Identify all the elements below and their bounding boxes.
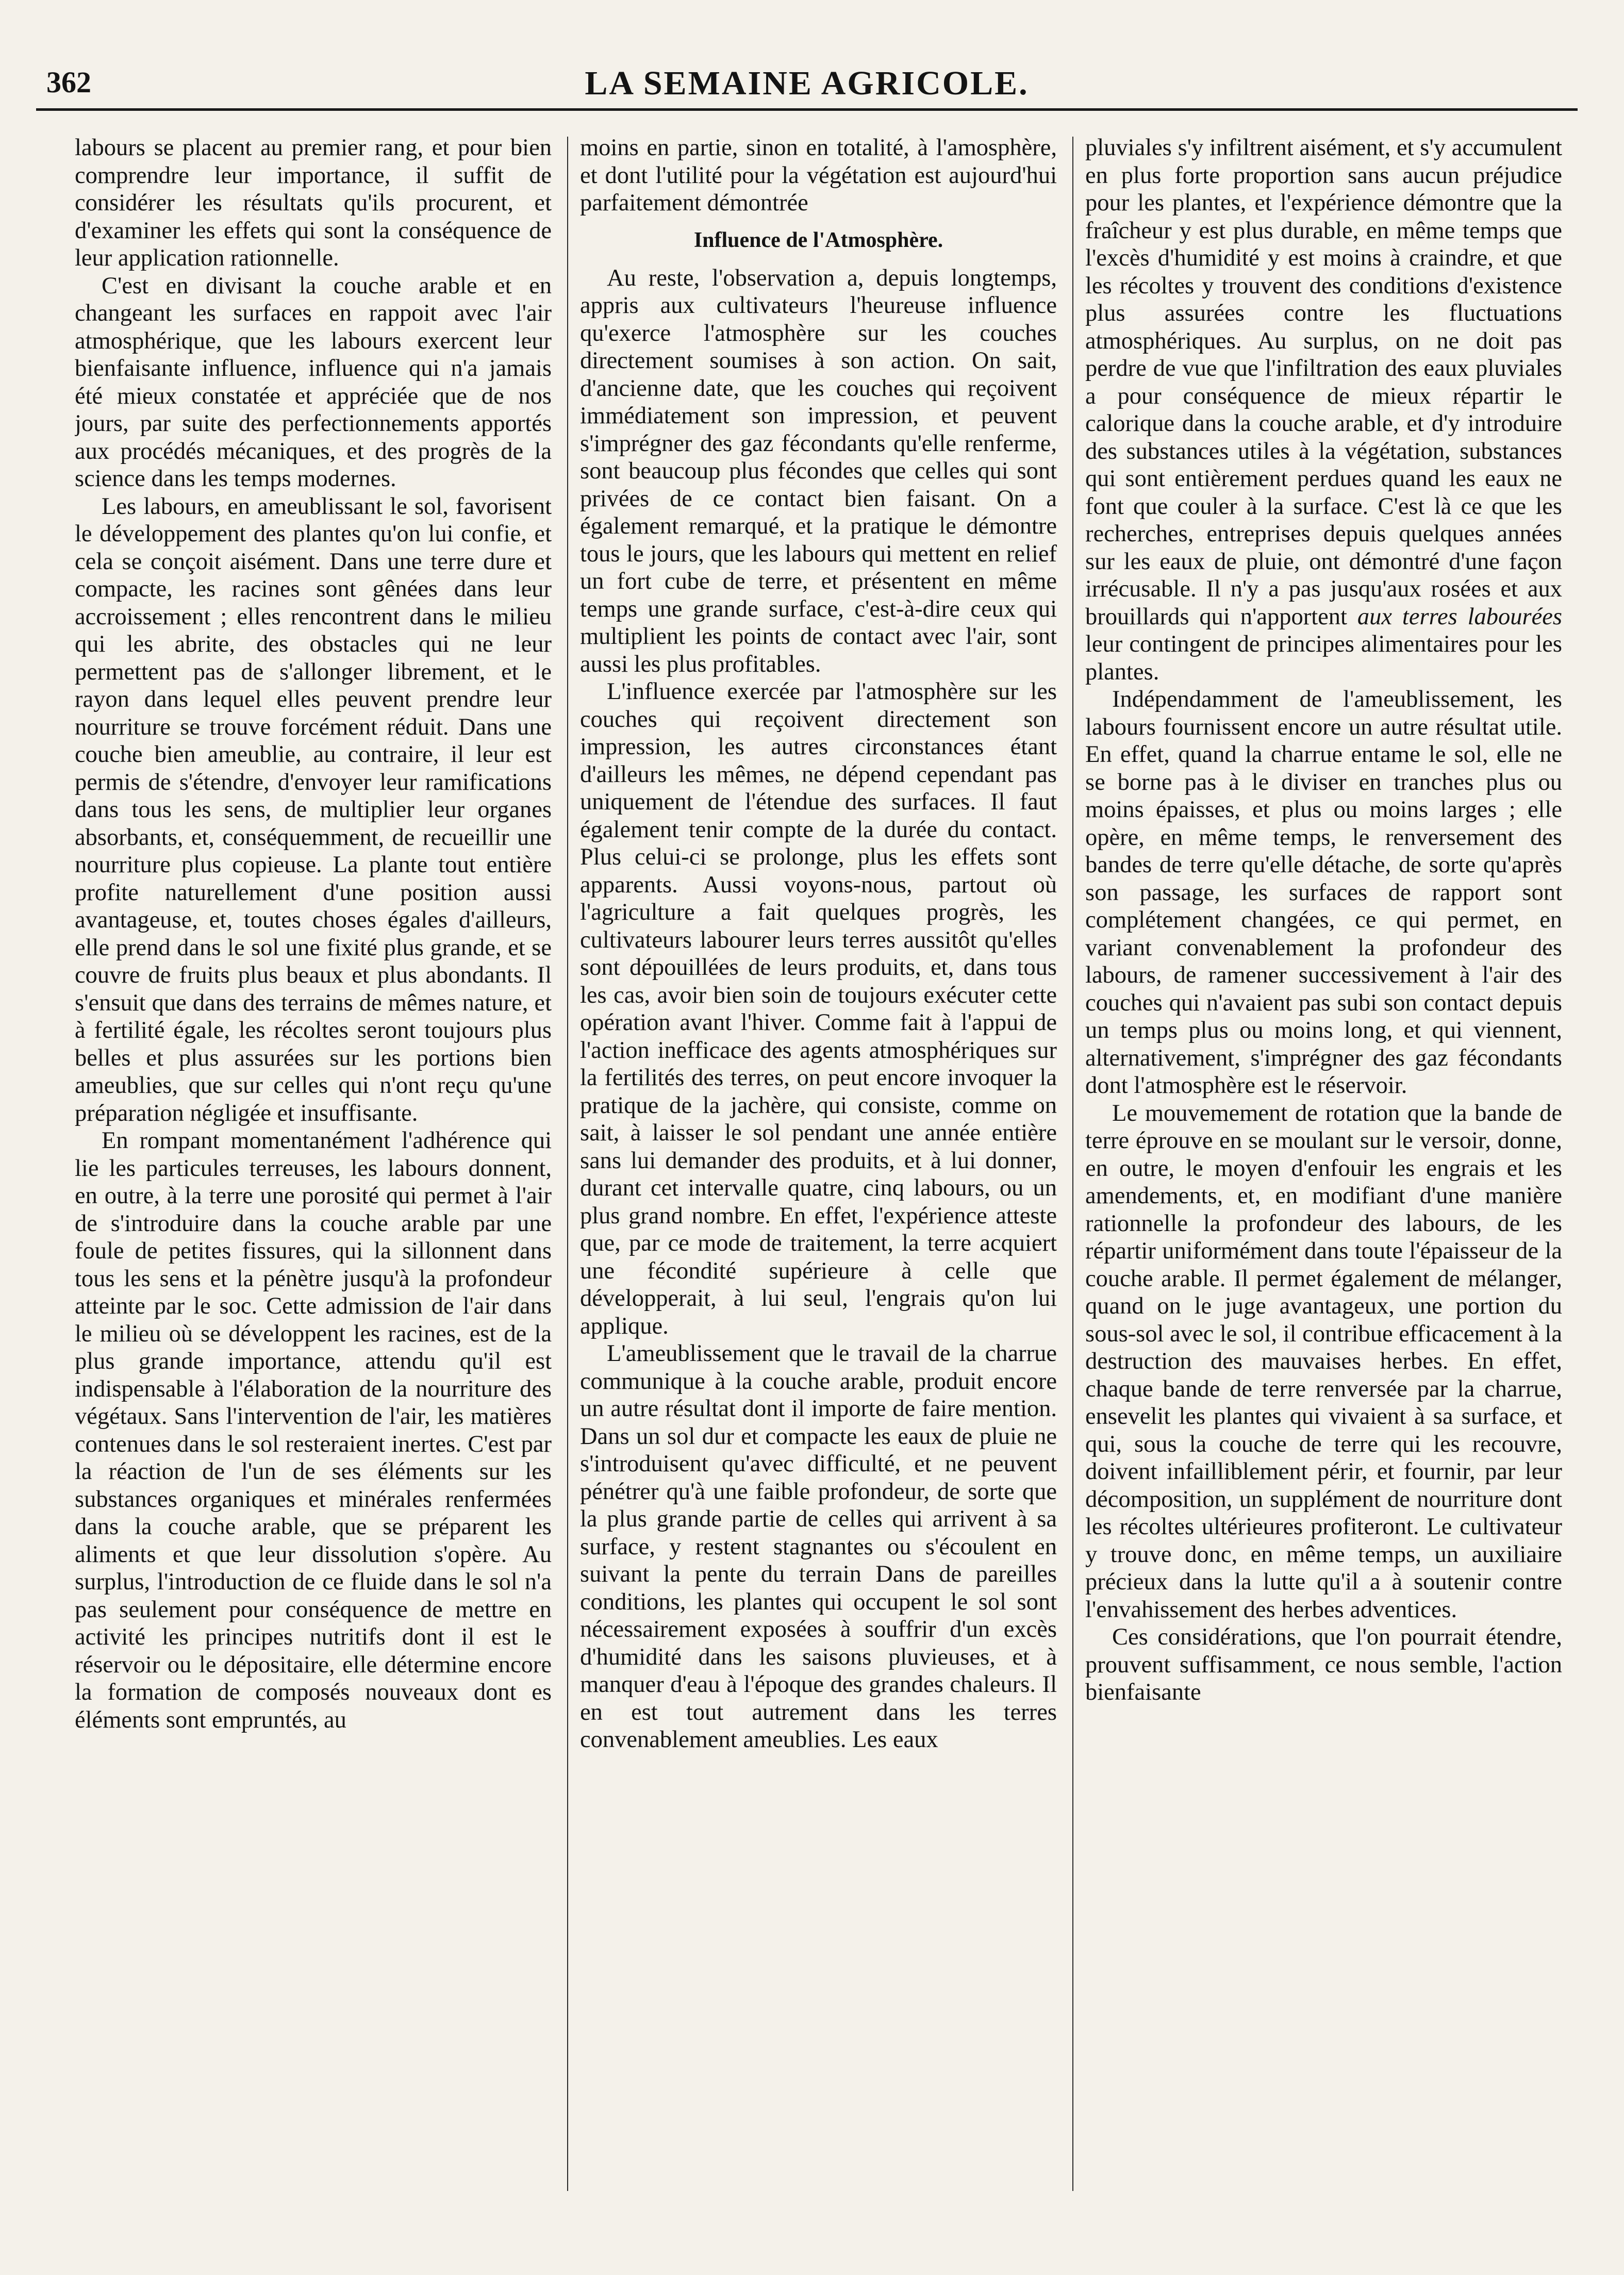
- italic-phrase: aux terres labourées: [1357, 603, 1562, 630]
- paragraph: moins en partie, sinon en totalité, à l'amosphère, et dont l'utilité pour la végétation est aujourd'hui parfaitement démontrée: [580, 135, 1057, 216]
- paragraph: Le mouvemement de rotation que la bande de terre éprouve en se moulant sur le versoir, donne, en outre, le moyen d'enfouir les engrais et les amendements, et, en modifiant d'une manière rationnelle la profondeur des labours, de les répartir uniformément dans toute l'épaisseur de la couche arable. Il permet également de mélanger, quand on le juge avantageux, une portion du sous-sol avec le sol, il contribue efficacement à la destruction des mauvaises herbes. En effet, chaque bande de terre renversée par la charrue, ensevelit les plantes qui vivaient à sa surface, et qui, sous la couche de terre qui les recouvre, doivent infailliblement périr, et fournir, par leur décomposition, un supplément de nourriture dont les récoltes ultérieures profiteront. Le cultivateur y trouve donc, en même temps, un auxiliaire précieux dans la lutte qu'il a à soutenir contre l'envahissement des herbes adventices.: [1085, 1100, 1562, 1623]
- paragraph: labours se placent au premier rang, et pour bien comprendre leur importance, il suffit de considérer les résultats qu'ils procurent, et d'examiner les effets qui sont la conséquence de leur application rationnelle.: [75, 135, 552, 271]
- paragraph: L'ameublissement que le travail de la charrue communique à la couche arable, produit encore un autre résultat dont il importe de faire mention. Dans un sol dur et compacte les eaux de pluie ne s'introduisent qu'avec difficulté, et ne peuvent pénétrer qu'à une faible profondeur, de sorte que la plus grande partie de celles qui arrivent à sa surface, y restent stagnantes ou s'écoulent en suivant la pente du terrain Dans de pareilles conditions, les plantes qui occupent le sol sont nécessairement exposées à souffrir d'un excès d'humidité dans les saisons pluvieuses, et à manquer d'eau à l'époque des grandes chaleurs. Il en est tout autrement dans les terres convenablement ameublies. Les eaux: [580, 1340, 1057, 1753]
- page-header: [36, 62, 1578, 111]
- journal-title: LA SEMAINE AGRICOLE.: [585, 64, 1029, 102]
- paragraph: Les labours, en ameublissant le sol, favorisent le développement des plantes qu'on lui confie, et cela se conçoit aisément. Dans une terre dure et compacte, les racines sont gênées dans leur accroissement ; elles rencontrent dans le milieu qui les abrite, des obstacles qui ne leur permettent pas de s'allonger librement, et le rayon dans lequel elles peuvent prendre leur nourriture se trouve forcément réduit. Dans une couche bien ameublie, au contraire, il leur est permis de s'étendre, d'envoyer leur ramifications dans tous les sens, de multiplier leur organes absorbants, et, conséquemment, de recueillir une nourriture plus copieuse. La plante tout entière profite naturellement d'une position aussi avantageuse, et, toutes choses égales d'ailleurs, elle prend dans le sol une fixité plus grande, et se couvre de fruits plus beaux et plus abondants. Il s'ensuit que dans des terrains de mêmes nature, et à fertilité égale, les récoltes seront toujours plus belles et plus assurées sur les portions bien ameublies, que sur celles qui n'ont reçu qu'une préparation négligée et insuffisante.: [75, 493, 552, 1126]
- paragraph: L'influence exercée par l'atmosphère sur les couches qui reçoivent directement son impression, les autres circonstances étant d'ailleurs les mêmes, ne dépend cependant pas uniquement de l'étendue des surfaces. Il faut également tenir compte de la durée du contact. Plus celui-ci se prolonge, plus les effets sont apparents. Aussi voyons-nous, partout où l'agriculture a fait quelques progrès, les cultivateurs labourer leurs terres aussitôt qu'elles sont dépouillées de leurs produits, et, dans tous les cas, avoir bien soin de toujours exécuter cette opération avant l'hiver. Comme fait à l'appui de l'action inefficace des agents atmosphériques sur la fertilités des terres, on peut encore invoquer la pratique de la jachère, qui consiste, comme on sait, à laisser le sol pendant une année entière sans lui demander des produits, et à lui donner, durant cet intervalle quatre, cinq labours, ou un plus grand nombre. En effet, l'expérience atteste que, par ce mode de traitement, la terre acquiert une fécondité supérieure à celle que développerait, à lui seul, l'engrais qu'on lui applique.: [580, 678, 1057, 1339]
- paragraph: En rompant momentanément l'adhérence qui lie les particules terreuses, les labours donnent, en outre, à la terre une porosité qui permet à l'air de s'introduire dans la couche arable par une foule de petites fissures, qui la sillonnent dans tous les sens et la pénètre jusqu'à la profondeur atteinte par le soc. Cette admission de l'air dans le milieu où se développent les racines, est de la plus grande importance, attendu qu'il est indispensable à l'élaboration de la nourriture des végétaux. Sans l'intervention de l'air, les matières contenues dans le sol resteraient inertes. C'est par la réaction de l'un de ses éléments sur les substances organiques et minérales renfermées dans la couche arable, que se préparent les aliments et que leur dissolution s'opère. Au surplus, l'introduction de ce fluide dans le sol n'a pas seulement pour conséquence de mettre en activité les principes nutritifs dont il est le réservoir ou le dépositaire, elle détermine encore la formation de composés nouveaux dont es éléments sont empruntés, au: [75, 1127, 552, 1733]
- paragraph-text: pluviales s'y infiltrent aisément, et s'y accumulent en plus forte proportion sans aucun préjudice pour les plantes, et l'expérience démontre que la fraîcheur y est plus durable, en même temps que l'excès d'humidité y est moins à craindre, et que les récoltes y trouvent des conditions d'existence plus assurées contre les fluctuations atmosphériques. Au surplus, on ne doit pas perdre de vue que l'infiltration des eaux pluviales a pour conséquence de mieux répartir le calorique dans la couche arable, et d'y introduire des substances utiles à la végétation, substances qui sont entièrement perdues quand les eaux ne font que couler à la surface. C'est là ce que les recherches, entreprises depuis quelques années sur les eaux de pluie, ont démontré d'une façon irrécusable. Il n'y a pas jusqu'aux rosées et aux brouillards qui n'apportent: [1085, 135, 1562, 630]
- text-column-1: [75, 134, 552, 2191]
- section-heading: Influence de l'Atmosphère.: [693, 228, 943, 252]
- text-column-3: [1085, 134, 1562, 2191]
- paragraph: C'est en divisant la couche arable et en changeant les surfaces en rappoit avec l'air atmosphérique, que les labours exercent leur bienfaisante influence, influence qui n'a jamais été mieux constatée et appréciée que de nos jours, par suite des perfectionnements apportés aux procédés mécaniques, et des progrès de la science dans les temps modernes.: [75, 272, 552, 492]
- page-number: 362: [46, 65, 91, 99]
- paragraph-text: leur contingent de principes alimentaires pour les plantes.: [1085, 631, 1562, 685]
- paragraph: Indépendamment de l'ameublissement, les labours fournissent encore un autre résultat utile. En effet, quand la charrue entame le sol, elle ne se borne pas à le diviser en tranches plus ou moins épaisses, et plus ou moins larges ; elle opère, en même temps, le renversement des bandes de terre qu'elle détache, de sorte qu'après son passage, les surfaces de rapport sont complétement changées, ce qui permet, en variant convenablement la profondeur des labours, de ramener successivement à l'air des couches qui n'avaient pas subi son contact depuis un temps plus ou moins long, et qui viennent, alternativement, s'imprégner des gaz fécondants dont l'atmosphère est le réservoir.: [1085, 686, 1562, 1099]
- article-body: [75, 134, 1562, 2191]
- paragraph: Ces considérations, que l'on pourrait étendre, prouvent suffisamment, ce nous semble, l'action bienfaisante: [1085, 1624, 1562, 1705]
- paragraph: Au reste, l'observation a, depuis longtemps, appris aux cultivateurs l'heureuse influence qu'exerce l'atmosphère sur les couches directement soumises à son action. On sait, d'ancienne date, que les couches qui reçoivent immédiatement son impression, et peuvent s'imprégner des gaz fécondants qu'elle renferme, sont beaucoup plus fécondes que celles qui sont privées de ce contact bien faisant. On a également remarqué, et la pratique le démontre tous le jours, que les labours qui mettent en relief un fort cube de terre, et présentent en même temps une grande surface, c'est-à-dire ceux qui multiplient les points de contact avec l'air, sont aussi les plus profitables.: [580, 264, 1057, 677]
- text-column-2: [580, 134, 1057, 2191]
- paragraph: [1085, 134, 1562, 686]
